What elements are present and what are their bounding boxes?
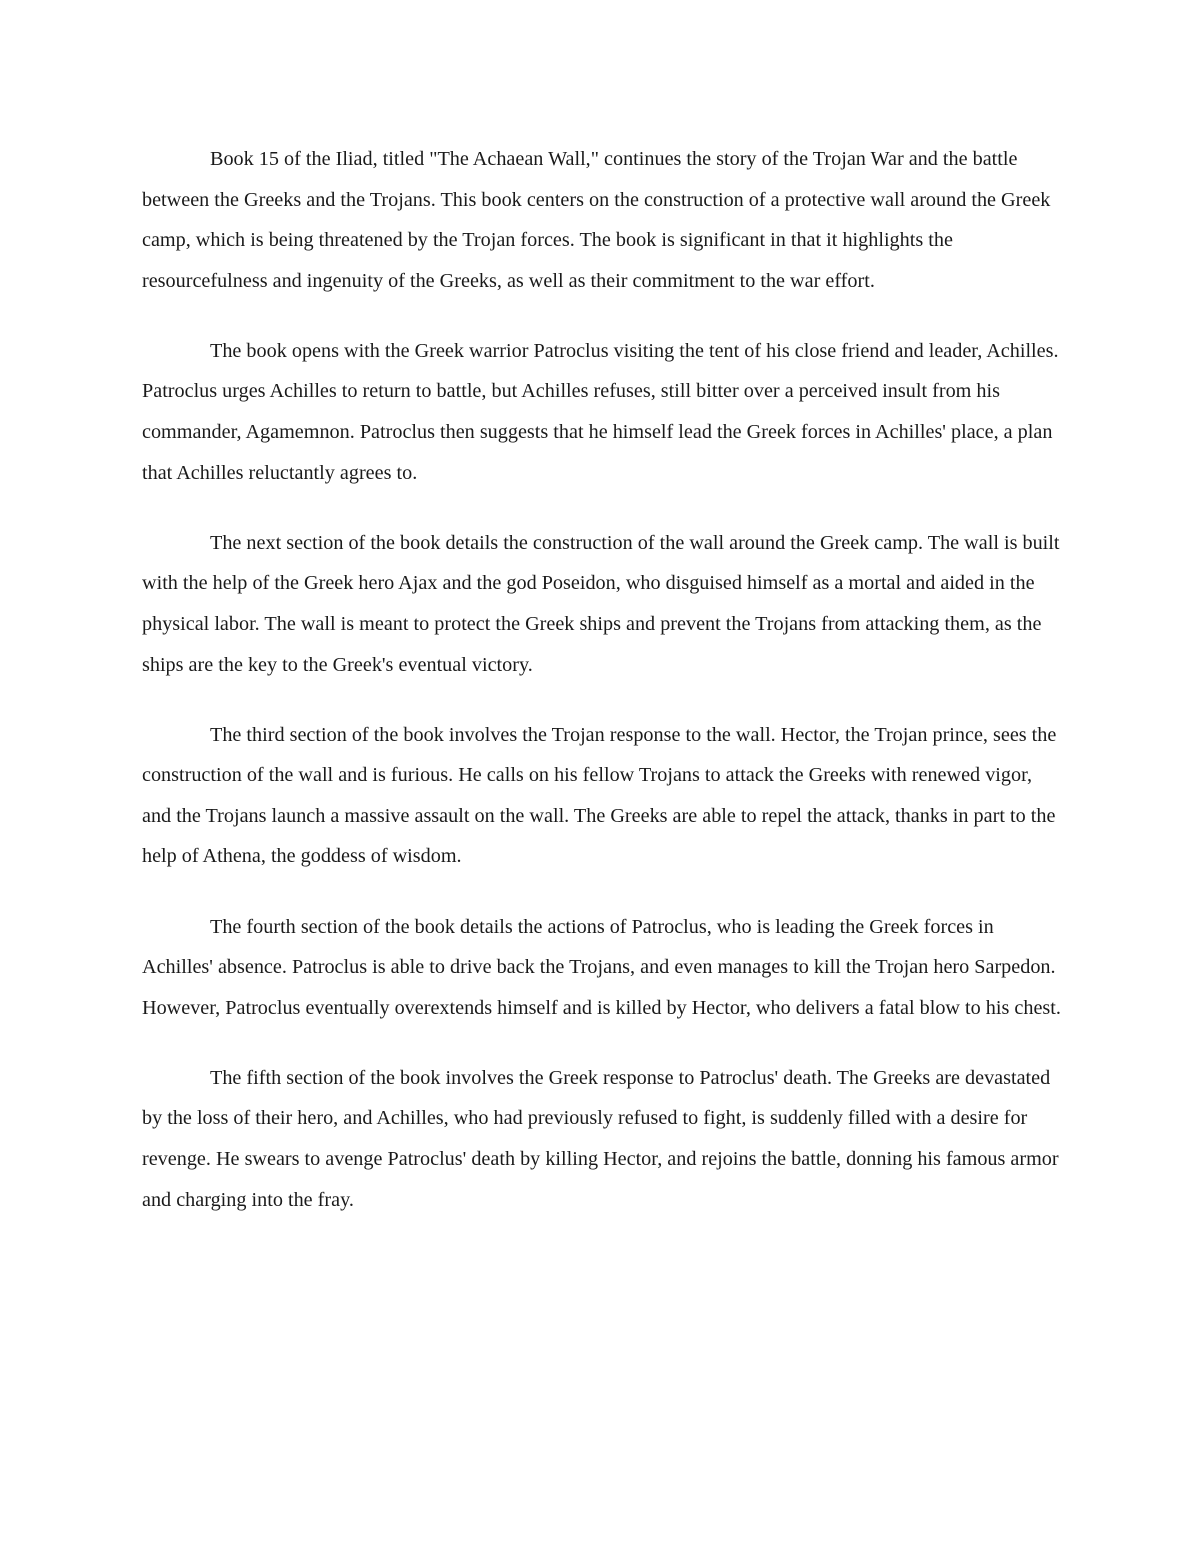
paragraph-2: The book opens with the Greek warrior Patroclus visiting the tent of his close friend and leader, Achilles. Patroclus urges Achilles to return to battle, but Achilles refuses, still bitter over a perceived insult from his commander, Agamemnon. Patroclus then suggests that he himself lead the Greek forces in Achilles' place, a plan that Achilles reluctantly agrees to.	[142, 339, 1059, 484]
paragraph-3: The next section of the book details the construction of the wall around the Greek camp. The wall is built with the help of the Greek hero Ajax and the god Poseidon, who disguised himself as a mortal and aided in the physical labor. The wall is meant to protect the Greek ships and prevent the Trojans from attacking them, as the ships are the key to the Greek's eventual victory.	[142, 531, 1060, 676]
document-body	[142, 139, 1066, 1250]
paragraph-6: The fifth section of the book involves the Greek response to Patroclus' death. The Greeks are devastated by the loss of their hero, and Achilles, who had previously refused to fight, is suddenly filled with a desire for revenge. He swears to avenge Patroclus' death by killing Hector, and rejoins the battle, donning his famous armor and charging into the fray.	[142, 1066, 1059, 1211]
paragraph-5: The fourth section of the book details the actions of Patroclus, who is leading the Greek forces in Achilles' absence. Patroclus is able to drive back the Trojans, and even manages to kill the Trojan hero Sarpedon. However, Patroclus eventually overextends himself and is killed by Hector, who delivers a fatal blow to his chest.	[142, 915, 1061, 1019]
paragraph-1: Book 15 of the Iliad, titled "The Achaean Wall," continues the story of the Trojan War and the battle between the Greeks and the Trojans. This book centers on the construction of a protective wall around the Greek camp, which is being threatened by the Trojan forces. The book is significant in that it highlights the resourcefulness and ingenuity of the Greeks, as well as their commitment to the war effort.	[142, 148, 1051, 292]
paragraph-4: The third section of the book involves the Trojan response to the wall. Hector, the Trojan prince, sees the construction of the wall and is furious. He calls on his fellow Trojans to attack the Greeks with renewed vigor, and the Trojans launch a massive assault on the wall. The Greeks are able to repel the attack, thanks in part to the help of Athena, the goddess of wisdom.	[142, 723, 1057, 868]
